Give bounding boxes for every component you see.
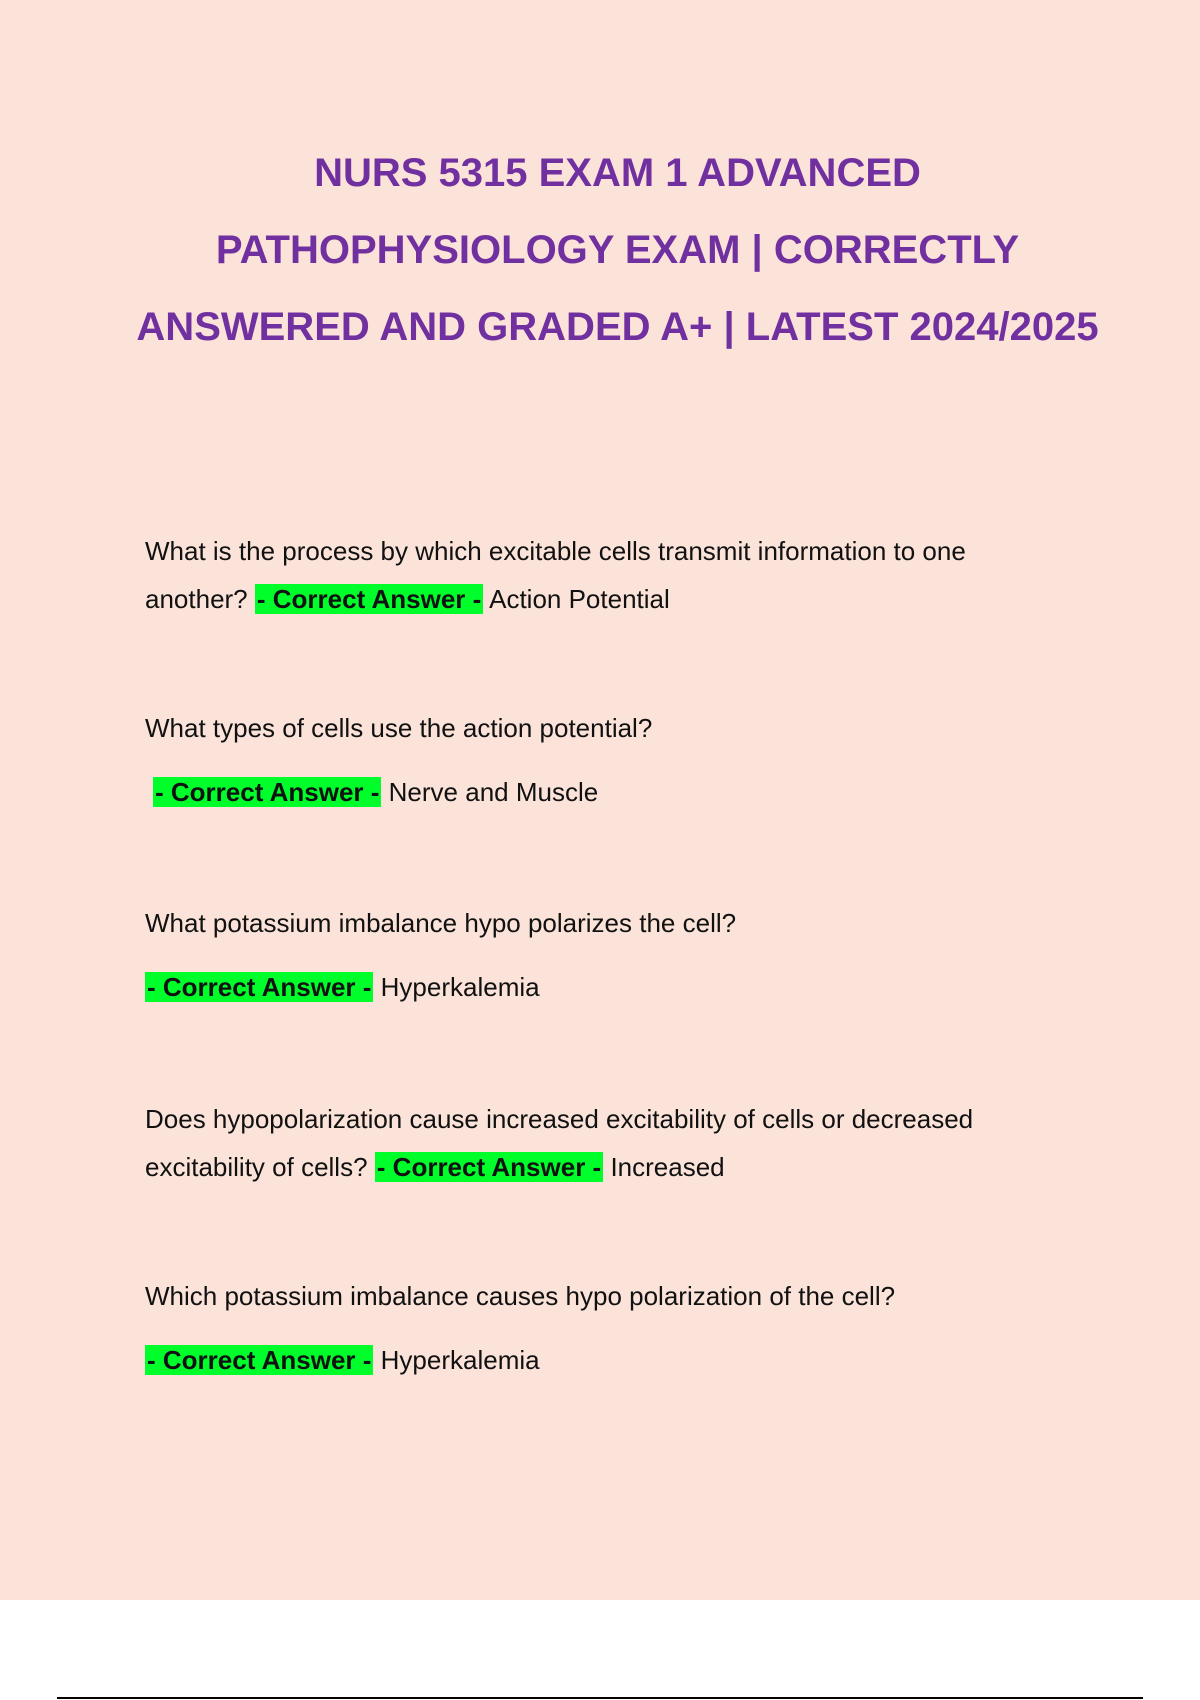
answer-text: Action Potential [489, 584, 670, 614]
correct-answer-marker: - Correct Answer - [147, 1345, 372, 1375]
answer-text: Hyperkalemia [380, 972, 540, 1002]
correct-answer-marker: - Correct Answer - [147, 972, 372, 1002]
correct-answer-marker: - Correct Answer - [256, 584, 482, 614]
answer-text: Nerve and Muscle [388, 777, 599, 807]
question-text: Which potassium imbalance causes hypo polarization of the cell? [145, 1281, 896, 1311]
question-text: What potassium imbalance hypo polarizes the cell? [145, 908, 737, 938]
qa-item [145, 899, 1075, 1011]
answer-text: Hyperkalemia [380, 1345, 540, 1375]
document-title: NURS 5315 EXAM 1 ADVANCED PATHOPHYSIOLOGY EXAM | CORRECTLY ANSWERED AND GRADED A+ | LATEST 2024/2025 [136, 151, 1099, 349]
correct-answer-marker: - Correct Answer - [155, 777, 380, 807]
question-text: Does hypopolarization cause increased excitability of cells or decreased excitability of cells? [145, 1104, 974, 1182]
qa-item [145, 1095, 1075, 1191]
correct-answer-marker: - Correct Answer - [376, 1152, 602, 1182]
footer-divider [57, 1697, 1143, 1699]
question-text: What is the process by which excitable cells transmit information to one another? [145, 536, 966, 614]
qa-item [145, 704, 1075, 816]
answer-text: Increased [610, 1152, 725, 1182]
qa-item [145, 527, 1075, 623]
question-text: What types of cells use the action potential? [145, 713, 653, 743]
qa-item [145, 1272, 1075, 1384]
